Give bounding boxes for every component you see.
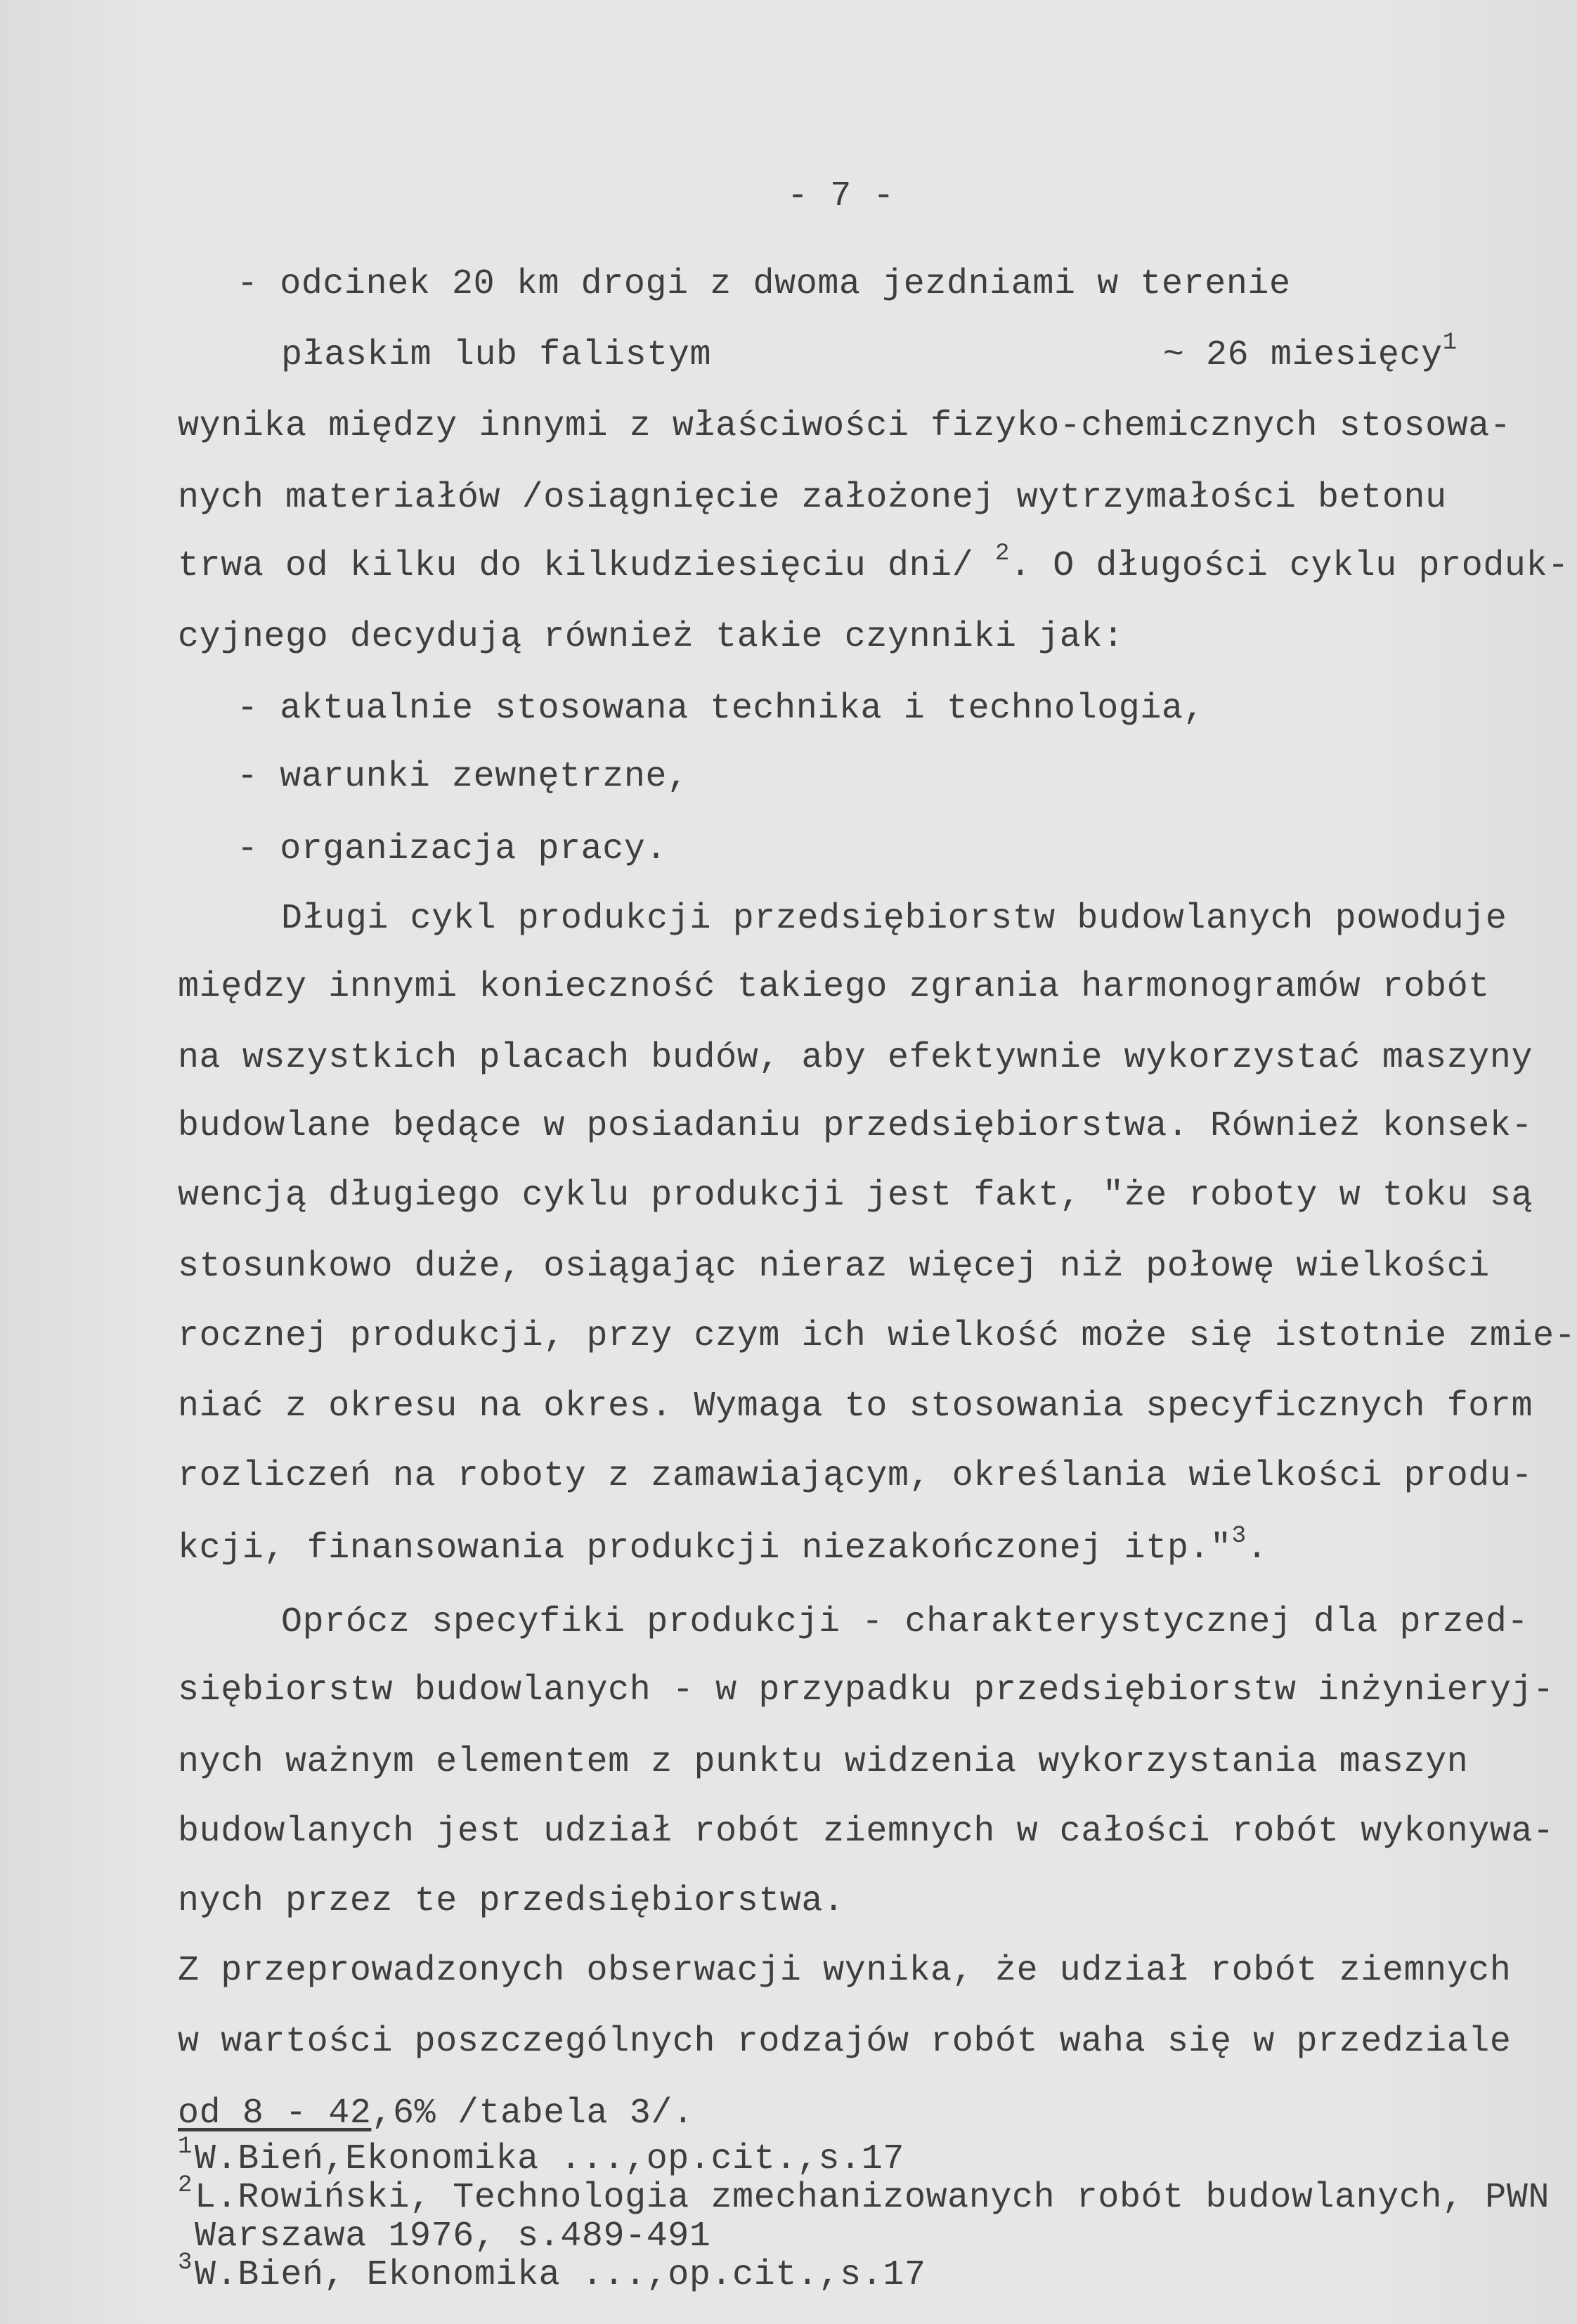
text-line-content: nych przez te przedsiębiorstwa. xyxy=(178,1881,845,1921)
text-line-content: Oprócz specyfiki produkcji - charakterystycznej dla przed- xyxy=(281,1602,1529,1642)
text-line xyxy=(178,1455,1533,1498)
text-line xyxy=(178,1881,845,1923)
text-line xyxy=(178,2021,1512,2063)
duration-text: ~ 26 miesięcy xyxy=(1162,335,1443,375)
text-line-content: Długi cykl produkcji przedsiębiorstw budowlanych powoduje xyxy=(281,899,1507,939)
text-line xyxy=(237,829,667,871)
text-line-content: stosunkowo duże, osiągając nieraz więcej niż połowę wielkości xyxy=(178,1247,1490,1287)
footnote-3-text: W.Bień, Ekonomika ...,op.cit.,s.17 xyxy=(195,2255,926,2295)
footnote-3: 3W.Bień, Ekonomika ...,op.cit.,s.17 xyxy=(178,2250,926,2295)
text-line-content: nych ważnym elementem z punktu widzenia wykorzystania maszyn xyxy=(178,1742,1469,1782)
range-underlined: od 8 - 42 xyxy=(178,2093,372,2134)
text-line-content: trwa od kilku do kilkudziesięciu dni/ xyxy=(178,546,974,586)
text-line-content: wencją długiego cyklu produkcji jest fakt, "że roboty w toku są xyxy=(178,1176,1533,1216)
text-line-content: budowlane będące w posiadaniu przedsiębiorstwa. Również konsek- xyxy=(178,1106,1533,1146)
text-line-content: siębiorstw budowlanych - w przypadku przedsiębiorstw inżynieryj- xyxy=(178,1670,1555,1710)
text-line xyxy=(178,1811,1555,1853)
text-line-content: budowlanych jest udział robót ziemnych w całości robót wykonywa- xyxy=(178,1812,1555,1852)
text-line-content: rocznej produkcji, przy czym ich wielkość może się istotnie zmie- xyxy=(178,1316,1576,1356)
text-line-content: - warunki zewnętrzne, xyxy=(237,757,689,797)
text-line-content: niać z okresu na okres. Wymaga to stosowania specyficznych form xyxy=(178,1387,1533,1427)
text-line-content: Z przeprowadzonych obserwacji wynika, że udział robót ziemnych xyxy=(178,1951,1512,1991)
footnote-1-text: W.Bień,Ekonomika ...,op.cit.,s.17 xyxy=(195,2139,904,2179)
line-tail xyxy=(995,540,1569,586)
text-line-content: - odcinek 20 km drogi z dwoma jezdniami w terenie xyxy=(237,264,1291,304)
text-line-content: nych materiałów /osiągnięcie założonej wytrzymałości betonu xyxy=(178,478,1447,518)
text-line-content: między innymi konieczność takiego zgrania harmonogramów robót xyxy=(178,967,1490,1007)
text-line xyxy=(178,616,1124,658)
text-line xyxy=(178,1175,1533,1217)
text-line-content: - organizacja pracy. xyxy=(237,829,668,869)
text-line xyxy=(178,1670,1555,1712)
text-line xyxy=(178,540,1569,588)
text-line xyxy=(178,1386,1533,1428)
text-line xyxy=(281,898,1507,940)
text-line xyxy=(178,477,1447,519)
duration-value xyxy=(1162,330,1458,375)
footnote-1: 1W.Bień,Ekonomika ...,op.cit.,s.17 xyxy=(178,2134,904,2179)
text-line-content: wynika między innymi z właściwości fizyko-chemicznych stosowa- xyxy=(178,406,1512,446)
footnote-2-text: L.Rowiński, Technologia zmechanizowanych robót budowlanych, PWN xyxy=(195,2178,1550,2218)
text-line xyxy=(178,1246,1490,1288)
text-line xyxy=(178,1523,1268,1570)
text-line xyxy=(237,756,689,798)
page-number: - 7 - xyxy=(787,176,895,216)
text-line xyxy=(237,264,1291,306)
footnote-ref-3: 3 xyxy=(1231,1523,1247,1550)
text-line-content: rozliczeń na roboty z zamawiającym, określania wielkości produ- xyxy=(178,1456,1533,1496)
footnote-ref-2: 2 xyxy=(995,540,1011,567)
range-rest: ,6% /tabela 3/. xyxy=(371,2093,694,2134)
text-line-content: w wartości poszczególnych rodzajów robót waha się w przedziale xyxy=(178,2022,1512,2062)
footnote-ref-3-wrap: $^3$. xyxy=(1231,1523,1268,1569)
text-line xyxy=(281,330,1458,377)
line-tail-text: . O długości cyklu produk- xyxy=(1010,546,1569,586)
text-line xyxy=(178,966,1490,1008)
text-line-content: płaskim lub falistym xyxy=(281,335,712,375)
footnote-ref-1: 1 xyxy=(1442,330,1458,356)
text-line xyxy=(237,688,1205,730)
range-line xyxy=(178,2093,694,2135)
text-line-content: na wszystkich placach budów, aby efektywnie wykorzystać maszyny xyxy=(178,1038,1533,1078)
text-line-content: kcji, finansowania produkcji niezakończonej itp." xyxy=(178,1528,1232,1569)
text-line xyxy=(178,1105,1533,1148)
text-line xyxy=(178,1950,1512,1992)
text-line-content: cyjnego decydują również takie czynniki jak: xyxy=(178,617,1124,657)
footnote-2: 2L.Rowiński, Technologia zmechanizowanych robót budowlanych, PWN xyxy=(178,2172,1550,2218)
footnote-2-cont: Warszawa 1976, s.489-491 xyxy=(195,2216,711,2257)
text-line-content: - aktualnie stosowana technika i technologia, xyxy=(237,689,1205,729)
text-line xyxy=(178,1316,1576,1358)
text-line xyxy=(178,1037,1533,1079)
text-line xyxy=(281,1602,1529,1644)
text-line xyxy=(178,1741,1468,1784)
text-line xyxy=(178,405,1512,448)
